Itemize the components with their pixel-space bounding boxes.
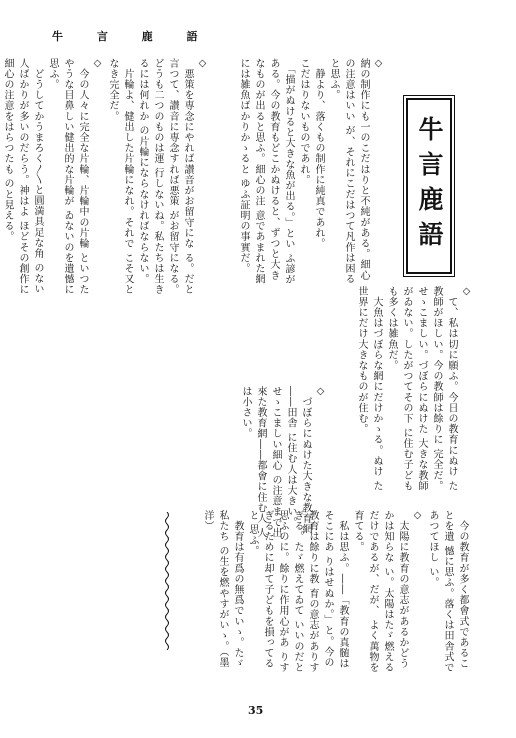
- article-title-box: [406, 98, 452, 274]
- text-column: ◇ て、私は切に願ふ。今日の教育にぬけ た教師がほしい。今の教師は餘りに 完全だ。せゝこましい。づぼらにぬけた 大きな教師がゐない。したがつてその下 に住む子どもも多くは雑魚だ。 大魚はづぼらな網にだけかゝる。ぬけ た世界にだけ大きなものが住む。: [356, 286, 472, 492]
- text-column: ◇ 悪策を専念にやれば讃音がお留守にな る。だと言つて、讃音に専念すれば悪策 がお留守になる。どうも二つのものは運 行しないね。私たちは生きるには何れか の片輪にならなければならない。 片輪よ、健出した片輪になれ。それで こそ又となき完全だ。 ◇ 今の人々に完全な片輪、片輪中の片輪 といつたやうな目鼻しい健出的な片輪が ゐないのを遺憾に思ふ。 どうしてかうまろく〳〵と圓満具足な角 のない人ばかりが多いのだらう。神はよ ほどその創作に細心の注意をはらつたも のと見える。: [2, 58, 208, 295]
- running-head: 牛 言 鹿 語: [52, 30, 213, 43]
- article-title: 牛言鹿語: [415, 116, 444, 256]
- page-number: 35: [248, 704, 264, 717]
- text-column: 今の教育が多く都會式であることを遺 憾に思ふ。落くは田舎式であつてほし い。 ◇ 太陽に教育の意志があるかどうかは知らな い。太陽はたゞ燃えるだけであるが、だが、 よく萬物を育てる。 私は思ふ。――「教育の真髄はそこにあ りはせぬか。」と。今の教育は餘りに教 育の意志がありすぎる。たゞ燃えてゐて いいのだと思ふのに。餘りに作用心があ りすぎるために却て子どもを損ってると 思ふ。 教育は有爲の無爲でいゝ。たゞ私たち の生を燃やすがいゝ。（墨洋）: [202, 510, 468, 673]
- text-column: ◇ 納の制作にも一のこだはりと不純がある。細心の注意はいい が、それにこだはつて凡作は困ると思ふ。 静より、落くもの制作に純真であれ。 こだはりないものであれ。 「描がぬけると大きな魚が出る。」とい ふ諺がある。今の教育もどこかぬけると、ずつと大きなものが出ると思ふ。細心の注 意であまれた網には雑魚ばかりかゝると ゆふ証明の事實だ。: [238, 58, 384, 285]
- wavy-divider: [163, 512, 171, 650]
- text-column: ◇ づぼらにぬけた大きな教育網――田舎 に住む人は大きい。せゝこましい細心 の注意まで出來た教育網――都會に住む人 人は小さい。: [240, 386, 326, 539]
